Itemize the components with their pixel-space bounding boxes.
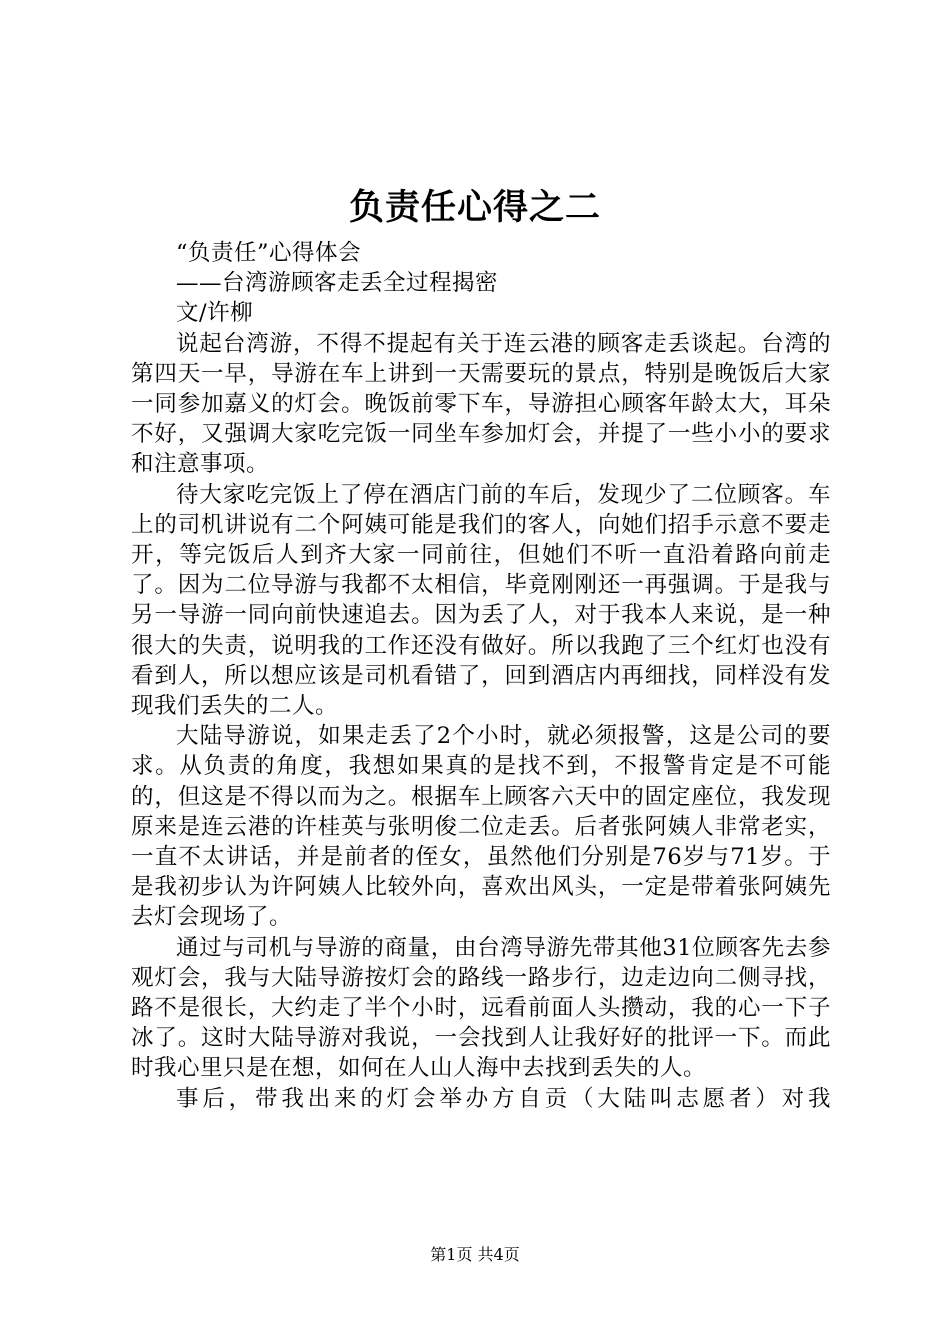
document-title: 负责任心得之二 [348,187,601,228]
heading-line-author: 文/许柳 [176,300,254,327]
body-paragraph: 大陆导游说，如果走丢了2个小时，就必须报警，这是公司的要求。从负责的角度，我想如果真的是找不到，不报警肯定是不可能的，但这是不得以而为之。根据车上顾客六天中的固定座位，我发现原来是连云港的许桂英与张明俊二位走丢。后者张阿姨人非常老实，一直不太讲话，并是前者的侄女，虽然他们分别是76岁与71岁。于是我初步认为许阿姨人比较外向，喜欢出风头，一定是带着张阿姨先去灯会现场了。 [131,723,831,931]
page-number-footer: 第1页 共4页 [430,1245,520,1264]
body-paragraph: 说起台湾游，不得不提起有关于连云港的顾客走丢谈起。台湾的第四天一早，导游在车上讲到一天需要玩的景点，特别是晚饭后大家一同参加嘉义的灯会。晚饭前零下车，导游担心顾客年龄太大，耳朵不好，又强调大家吃完饭一同坐车参加灯会，并提了一些小小的要求和注意事项。 [131,330,831,478]
body-paragraph: 通过与司机与导游的商量，由台湾导游先带其他31位顾客先去参观灯会，我与大陆导游按灯会的路线一路步行，边走边向二侧寻找，路不是很长，大约走了半个小时，远看前面人头攒动，我的心一下子冰了。这时大陆导游对我说，一会找到人让我好好的批评一下。而此时我心里只是在想，如何在人山人海中去找到丢失的人。 [131,934,831,1082]
body-paragraph: 待大家吃完饭上了停在酒店门前的车后，发现少了二位顾客。车上的司机讲说有二个阿姨可能是我们的客人，向她们招手示意不要走开，等完饭后人到齐大家一同前往，但她们不听一直沿着路向前走了。因为二位导游与我都不太相信，毕竟刚刚还一再强调。于是我与另一导游一同向前快速追去。因为丢了人，对于我本人来说，是一种很大的失责，说明我的工作还没有做好。所以我跑了三个红灯也没有看到人，所以想应该是司机看错了，回到酒店内再细找，同样没有发现我们丢失的二人。 [131,481,831,720]
body-paragraph: 事后，带我出来的灯会举办方自贡（大陆叫志愿者）对我 [176,1085,831,1112]
document-body [131,238,831,1114]
heading-line-subject: “负责任”心得体会 [176,240,362,266]
heading-line-subtitle: ——台湾游顾客走丢全过程揭密 [176,270,499,297]
